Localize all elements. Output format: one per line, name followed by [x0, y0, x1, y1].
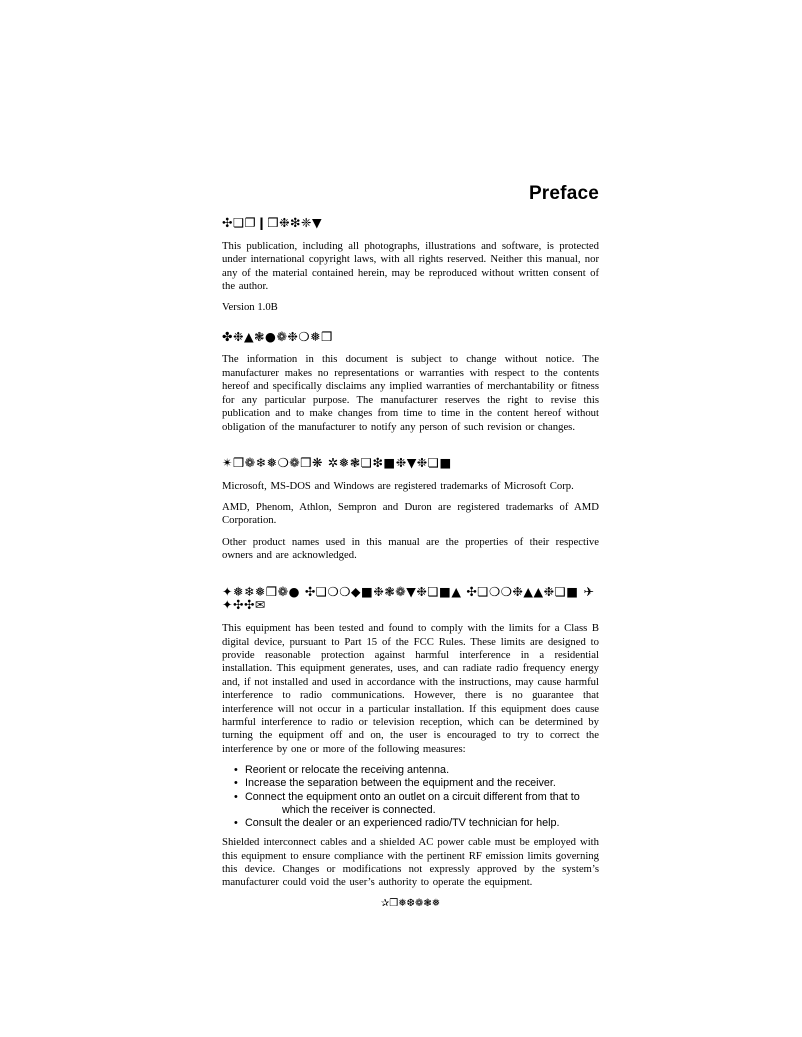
bullet-icon: • — [234, 764, 238, 777]
bullet-icon: • — [234, 817, 238, 830]
page-title: Preface — [528, 183, 599, 204]
fcc-paragraph: This equipment has been tested and found to comply with the limits for a Class B digital device, pursuant to Part 15 of the FCC Rules. These limits are designed to provide reasonable protection against harmful interference in a residential installation. This equipment generates, uses, and can radiate radio frequency energy and, if not installed and used in accordance with the instructions, may cause harmful interference to radio communications. However, there is no guarantee that interference will not occur in a particular installation. If this equipment does cause harmful interference to radio or television reception, which can be determined by turning the equipment off and on, the user is encouraged to try to correct the interference by one or more of the following measures: — [222, 622, 599, 755]
disclaimer-heading-glyphs: ✤❉▲❃●❁❉❍❅❒ — [222, 328, 333, 344]
list-item-text: Connect the equipment onto an outlet on a circuit different from that to — [245, 790, 580, 803]
fcc-heading-glyphs: ✦❅❄❅❒❁● ✣❏❍❍◆■❉❃❁▼❉❏■▲ ✣❏❍❍❉▲▲❉❏■ ✈✦✣✣✉ — [222, 583, 595, 613]
copyright-paragraph: This publication, including all photographs, illustrations and software, is protected under international copyright laws, with all rights reserved. Neither this manual, nor any of the material contained herein, may be reproduced without written consent of the author. — [222, 239, 599, 292]
version-text: Version 1.0B — [222, 301, 278, 314]
list-item-text: Consult the dealer or an experienced radio/TV technician for help. — [245, 817, 560, 830]
fcc-closing-paragraph: Shielded interconnect cables and a shielded AC power cable must be employed with this equipment to ensure compliance with the pertinent RF emission limits governing this device. Changes or modifications not expressly approved by the system’s manufacturer could void the user’s authority to operate the equipment. — [222, 836, 599, 889]
bullet-icon: • — [234, 790, 238, 803]
fcc-measures-list — [234, 764, 599, 830]
trademark-paragraph: Other product names used in this manual are the properties of their respective owners and are acknowledged. — [222, 535, 599, 562]
disclaimer-paragraph: The information in this document is subject to change without notice. The manufacturer makes no representations or warranties with respect to the contents hereof and specifically disclaims any implied warranties of merchantability or fitness for any particular purpose. The manufacturer reserves the right to revise this publication and to make changes from time to time in the content hereof without obligation of the manufacturer to notify any person of such revision or changes. — [222, 353, 599, 433]
section-disclaimer — [222, 330, 599, 434]
list-item — [234, 817, 599, 830]
page-content — [222, 184, 599, 910]
list-item-continuation: which the receiver is connected. — [282, 803, 436, 816]
trademark-paragraph: AMD, Phenom, Athlon, Sempron and Duron are registered trademarks of AMD Corporation. — [222, 501, 599, 527]
section-trademark-recognition — [222, 456, 599, 563]
section-fcc-statement — [222, 585, 599, 890]
list-item — [234, 791, 599, 804]
footer-glyphs: ✰❒❅❆❁❃❅ — [380, 897, 441, 909]
copyright-heading-glyphs: ✣❏❐❙❒❉❇❈▼ — [222, 214, 323, 230]
list-item-text: Increase the separation between the equipment and the receiver. — [245, 777, 556, 790]
list-item-text: Reorient or relocate the receiving antenna. — [245, 764, 450, 777]
trademark-heading-glyphs: ✴❒❁❄❅❍❁❒❋ ✲❅❃❏❇■❉▼❉❏■ — [222, 454, 452, 470]
list-item — [234, 764, 599, 777]
trademark-paragraph: Microsoft, MS-DOS and Windows are registered trademarks of Microsoft Corp. — [222, 479, 574, 492]
list-item — [234, 777, 599, 790]
section-copyright — [222, 216, 599, 315]
bullet-icon: • — [234, 777, 238, 790]
